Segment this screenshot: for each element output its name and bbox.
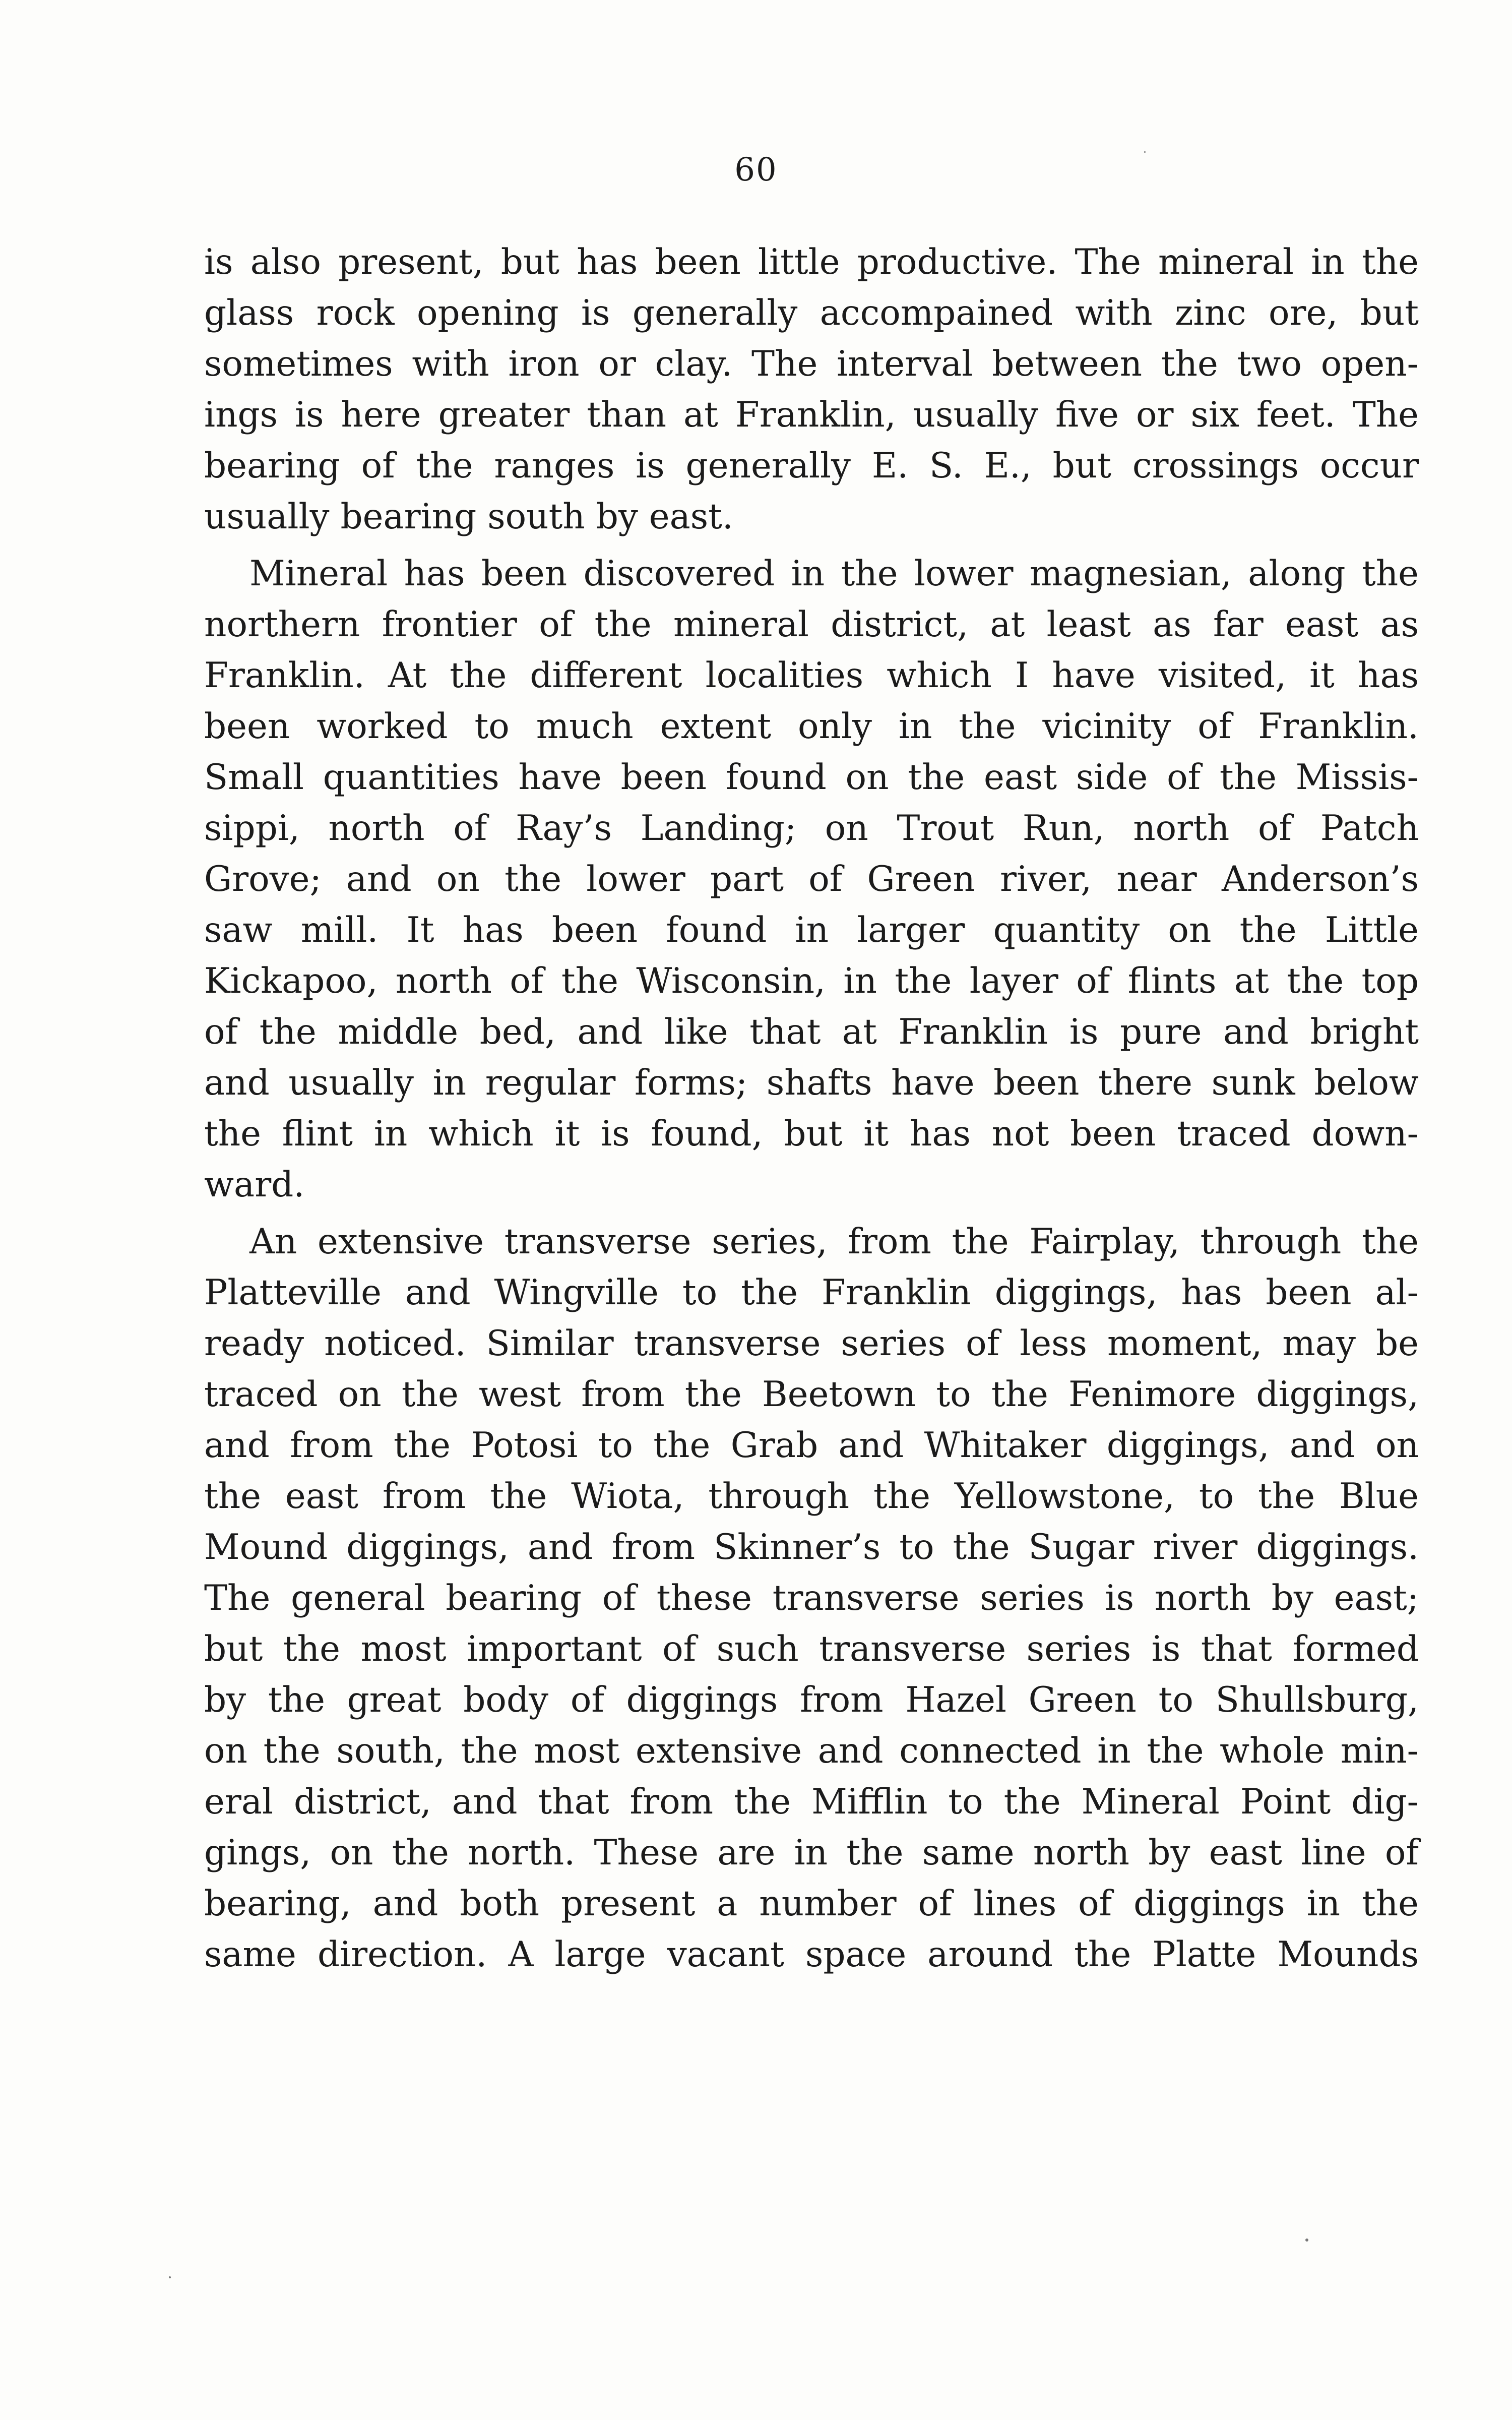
print-speck: [1144, 151, 1146, 153]
text-line: saw mill. It has been found in larger quantity on the Little: [204, 910, 1419, 950]
paragraph-3: [204, 1217, 1419, 1980]
text-line: northern frontier of the mineral district, at least as far east as: [204, 604, 1419, 645]
text-line: Small quantities have been found on the east side of the Missis-: [204, 757, 1419, 798]
text-line: gings, on the north. These are in the same north by east line of: [204, 1833, 1419, 1873]
text-line: Mound diggings, and from Skinner’s to the Sugar river diggings.: [204, 1527, 1419, 1567]
text-line: ings is here greater than at Franklin, usually five or six feet. The: [204, 395, 1419, 435]
text-line: Franklin. At the different localities which I have visited, it has: [204, 655, 1419, 696]
print-speck: [1305, 2238, 1308, 2242]
text-line: the east from the Wiota, through the Yellowstone, to the Blue: [204, 1476, 1419, 1517]
print-speck: [169, 2276, 171, 2278]
text-line: same direction. A large vacant space around the Platte Mounds: [204, 1934, 1419, 1975]
text-line: glass rock opening is generally accompained with zinc ore, but: [204, 293, 1419, 333]
text-line: usually bearing south by east.: [204, 497, 733, 537]
body-text: [204, 237, 1419, 1980]
text-line: by the great body of diggings from Hazel Green to Shullsburg,: [204, 1680, 1419, 1720]
text-line: Kickapoo, north of the Wisconsin, in the layer of flints at the top: [204, 961, 1419, 1001]
text-line: Grove; and on the lower part of Green river, near Anderson’s: [204, 859, 1419, 899]
page-number: 60: [734, 151, 778, 189]
text-line: The general bearing of these transverse series is north by east;: [204, 1578, 1419, 1618]
text-line: bearing, and both present a number of lines of diggings in the: [204, 1884, 1419, 1924]
text-line: bearing of the ranges is generally E. S. E., but crossings occur: [204, 446, 1419, 486]
text-line: traced on the west from the Beetown to the Fenimore diggings,: [204, 1374, 1419, 1415]
text-line: ward.: [204, 1165, 305, 1205]
text-line: been worked to much extent only in the vicinity of Franklin.: [204, 706, 1419, 747]
text-line: on the south, the most extensive and connected in the whole min-: [204, 1731, 1419, 1771]
text-line: is also present, but has been little productive. The mineral in the: [204, 242, 1419, 282]
text-line: and from the Potosi to the Grab and Whitaker diggings, and on: [204, 1425, 1419, 1466]
text-line: An extensive transverse series, from the Fairplay, through the: [249, 1222, 1419, 1262]
text-line: eral district, and that from the Mifflin to the Mineral Point dig-: [204, 1782, 1419, 1822]
text-line: the flint in which it is found, but it has not been traced down-: [204, 1114, 1419, 1154]
text-line: ready noticed. Similar transverse series of less moment, may be: [204, 1323, 1419, 1364]
text-line: Platteville and Wingville to the Franklin diggings, has been al-: [204, 1273, 1419, 1313]
text-line: Mineral has been discovered in the lower magnesian, along the: [249, 554, 1419, 594]
text-line: sometimes with iron or clay. The interval between the two open-: [204, 344, 1419, 384]
text-line: and usually in regular forms; shafts have been there sunk below: [204, 1063, 1419, 1103]
text-line: sippi, north of Ray’s Landing; on Trout Run, north of Patch: [204, 808, 1419, 849]
paragraph-2: [204, 549, 1419, 1211]
text-line: of the middle bed, and like that at Franklin is pure and bright: [204, 1012, 1419, 1052]
text-line: but the most important of such transverse series is that formed: [204, 1629, 1419, 1669]
paragraph-1: [204, 237, 1419, 542]
